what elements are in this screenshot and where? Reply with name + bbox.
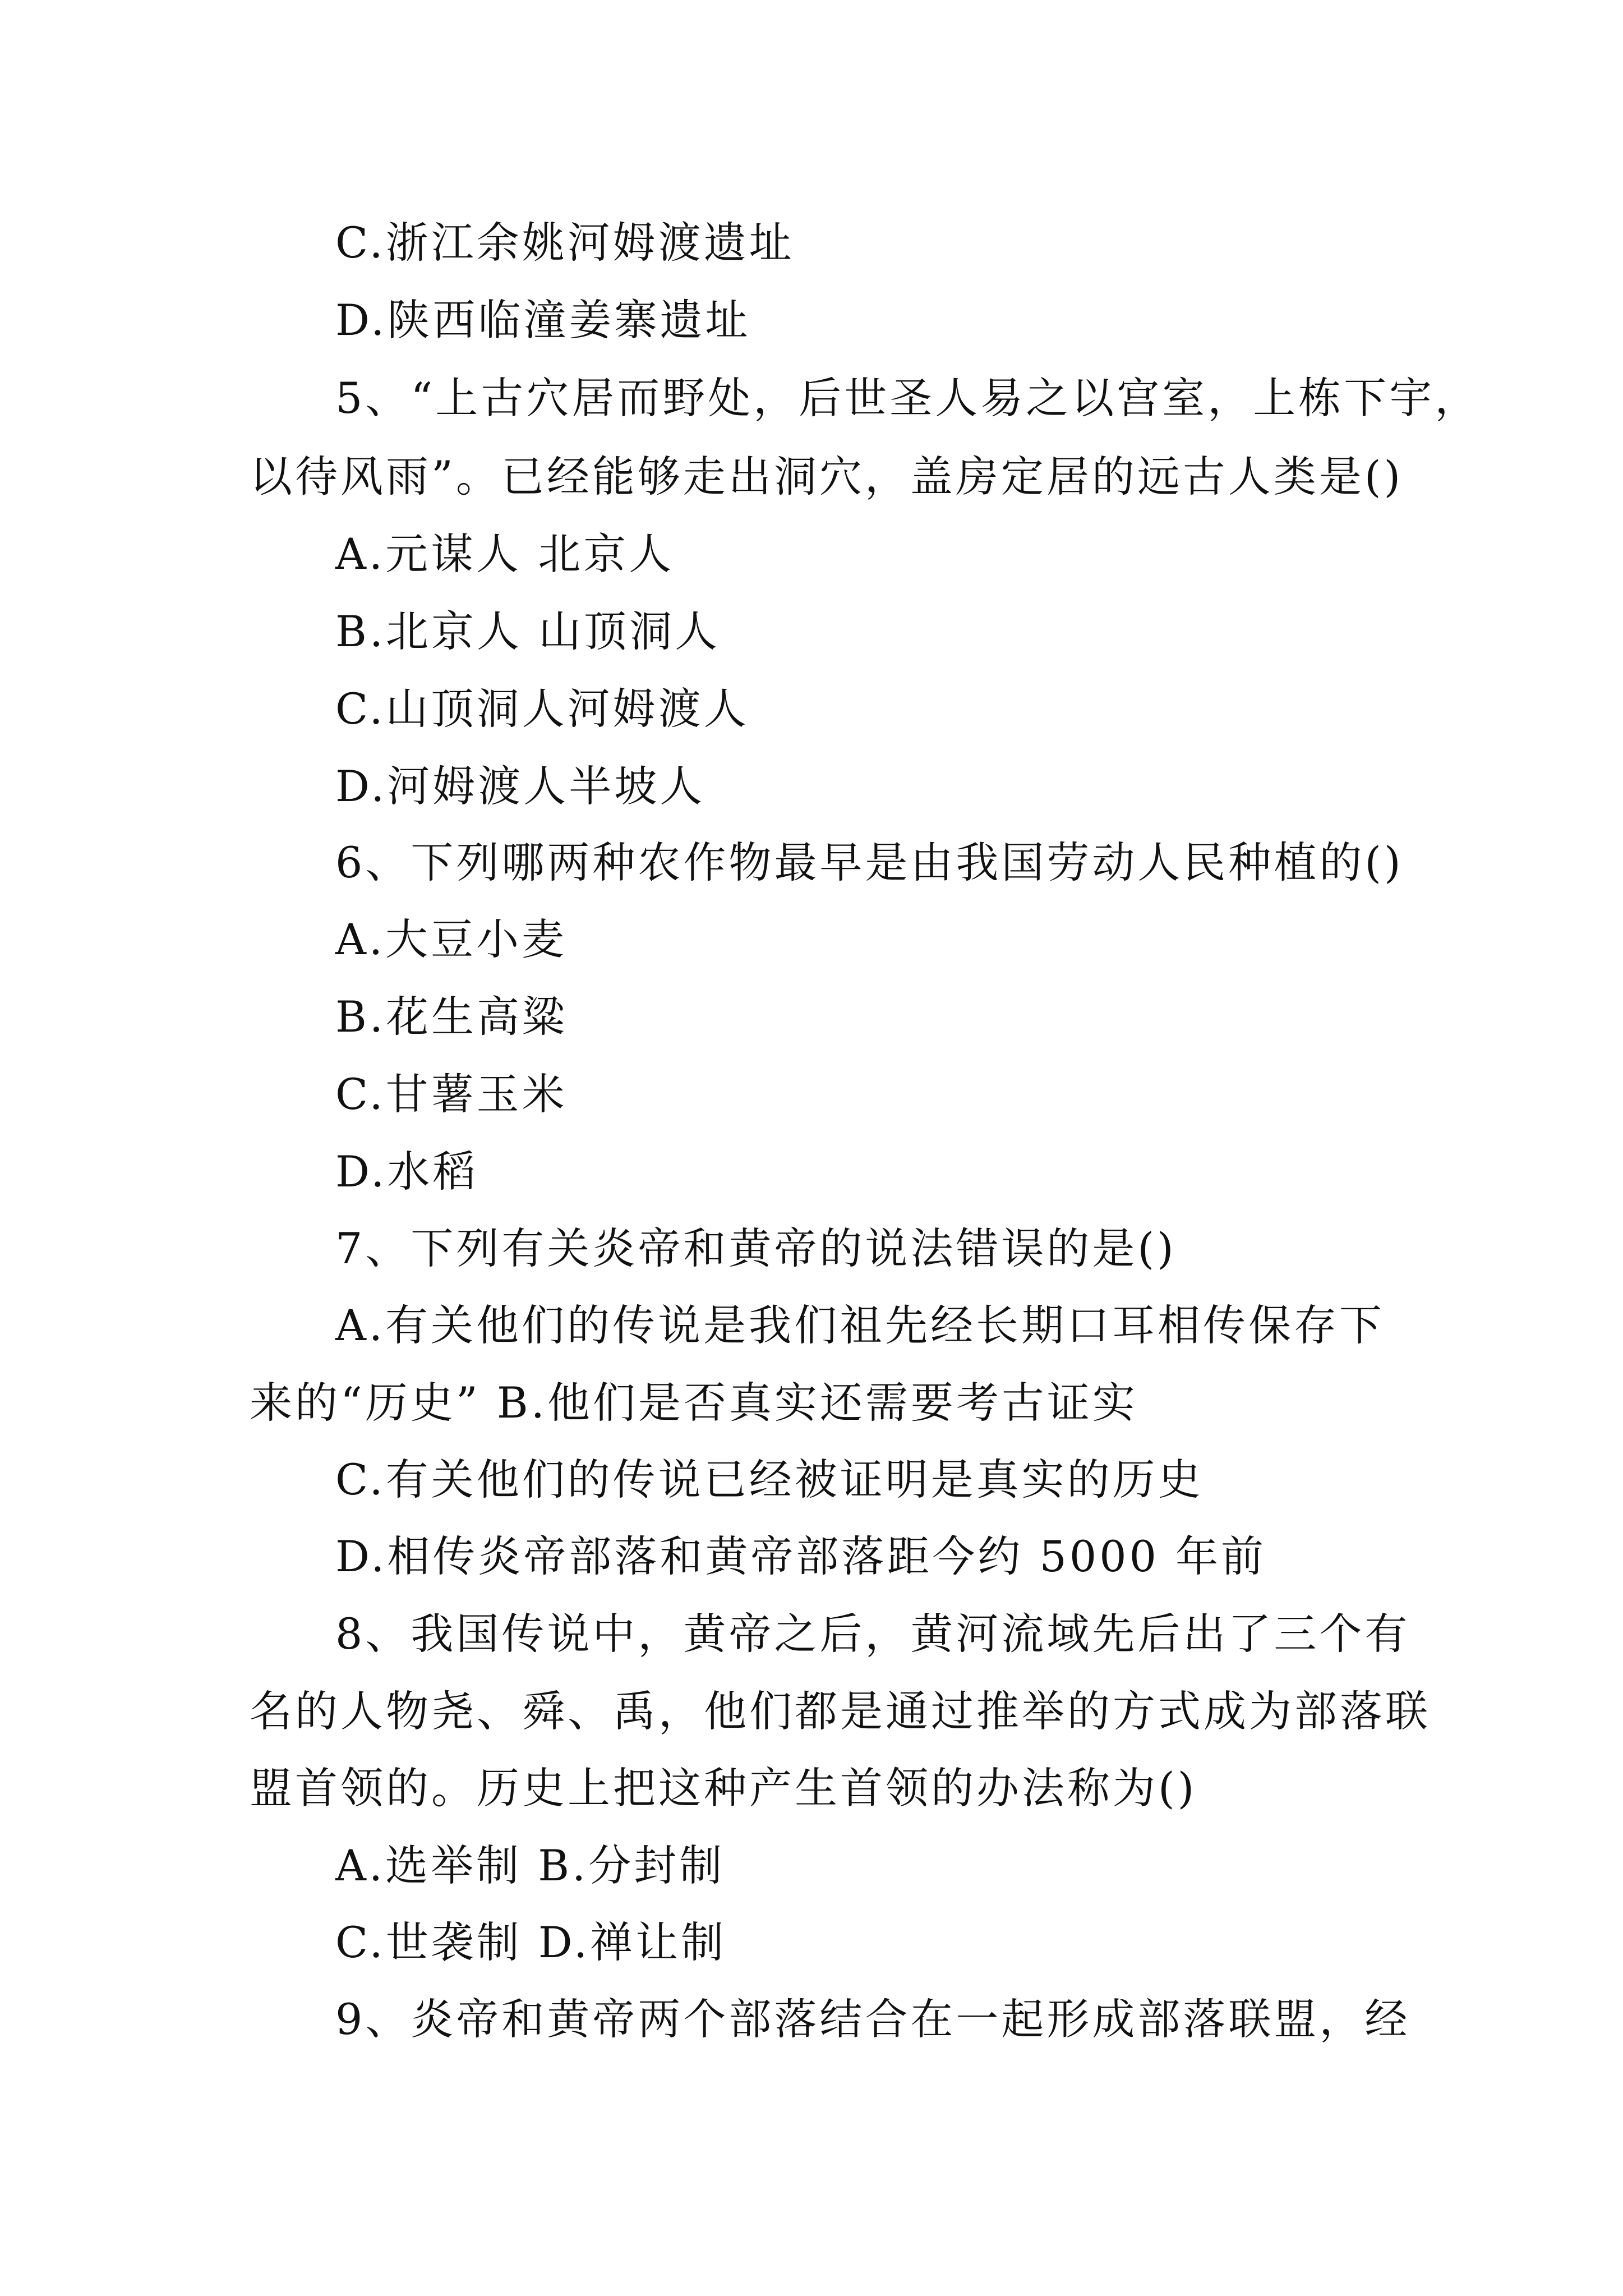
question-8-stem-line-1: 8、我国传说中，黄帝之后，黄河流域先后出了三个有 xyxy=(335,1609,1410,1659)
question-7-option-d: D.相传炎帝部落和黄帝部落距今约 5000 年前 xyxy=(335,1531,1267,1581)
question-8-options-c-d: C.世袭制 D.禅让制 xyxy=(335,1917,727,1967)
question-6-option-b: B.花生高粱 xyxy=(335,992,568,1042)
question-6-option-c: C.甘薯玉米 xyxy=(335,1069,568,1119)
question-7-stem: 7、下列有关炎帝和黄帝的说法错误的是() xyxy=(335,1223,1177,1273)
question-5-option-d: D.河姆渡人半坡人 xyxy=(335,761,706,811)
question-5-option-a: A.元谋人 北京人 xyxy=(335,529,675,579)
question-5-stem-line-1: 5、“上古穴居而野处，后世圣人易之以宫室，上栋下宇， xyxy=(335,373,1481,423)
question-6-option-a: A.大豆小麦 xyxy=(335,914,568,964)
question-4-option-c: C.浙江余姚河姆渡遗址 xyxy=(335,218,795,268)
question-6-option-d: D.水稻 xyxy=(335,1147,478,1197)
question-4-option-d: D.陕西临潼姜寨遗址 xyxy=(335,295,751,345)
question-5-stem-line-2: 以待风雨”。已经能够走出洞穴，盖房定居的远古人类是() xyxy=(250,452,1404,501)
question-7-option-a-b-line-2: 来的“历史” B.他们是否真实还需要考古证实 xyxy=(250,1378,1138,1428)
question-8-options-a-b: A.选举制 B.分封制 xyxy=(335,1841,725,1890)
question-5-option-b: B.北京人 山顶洞人 xyxy=(335,606,721,656)
question-7-option-a-line-1: A.有关他们的传说是我们祖先经长期口耳相传保存下 xyxy=(335,1300,1385,1350)
question-5-option-c: C.山顶洞人河姆渡人 xyxy=(335,684,749,734)
question-8-stem-line-2: 名的人物尧、舜、禹，他们都是通过推举的方式成为部落联 xyxy=(250,1686,1431,1736)
question-6-stem: 6、下列哪两种农作物最早是由我国劳动人民种植的() xyxy=(335,838,1404,887)
question-8-stem-line-3: 盟首领的。历史上把这种产生首领的办法称为() xyxy=(250,1763,1197,1813)
question-9-stem-line-1: 9、炎帝和黄帝两个部落结合在一起形成部落联盟，经 xyxy=(335,1994,1410,2044)
question-7-option-c: C.有关他们的传说已经被证明是真实的历史 xyxy=(335,1455,1204,1504)
